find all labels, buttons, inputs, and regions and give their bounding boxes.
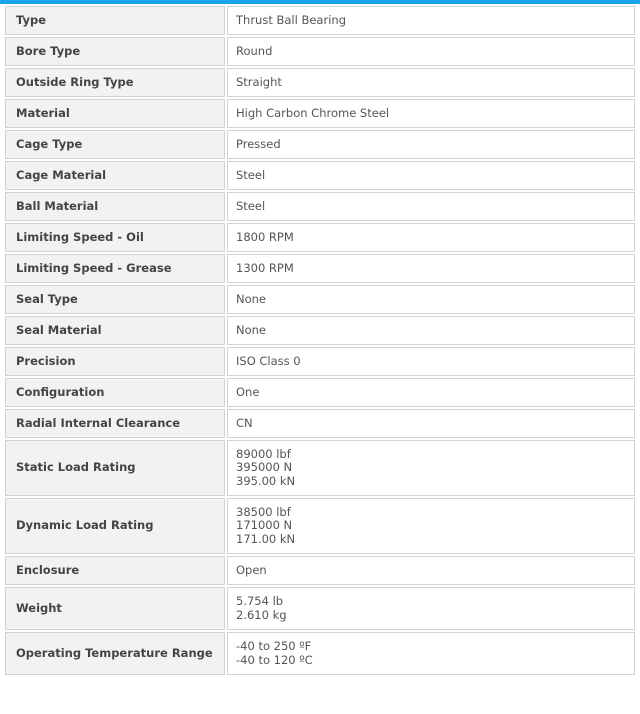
spec-label: Limiting Speed - Grease xyxy=(5,254,225,283)
spec-value-line: 395.00 kN xyxy=(236,473,296,488)
spec-label: Radial Internal Clearance xyxy=(5,409,225,438)
table-row xyxy=(5,6,635,35)
table-row xyxy=(5,498,635,554)
spec-value-line: One xyxy=(236,384,260,399)
spec-value-line: 1300 RPM xyxy=(236,260,294,275)
spec-value xyxy=(227,556,635,585)
spec-value-line: 1800 RPM xyxy=(236,229,294,244)
spec-value xyxy=(227,6,635,35)
spec-value-line: None xyxy=(236,291,267,306)
spec-label: Weight xyxy=(5,587,225,630)
table-row xyxy=(5,130,635,159)
spec-label: Cage Type xyxy=(5,130,225,159)
table-row xyxy=(5,587,635,630)
spec-value xyxy=(227,68,635,97)
table-row xyxy=(5,316,635,345)
spec-label: Operating Temperature Range xyxy=(5,632,225,675)
table-row xyxy=(5,378,635,407)
spec-value-line: 171.00 kN xyxy=(236,531,296,546)
table-row xyxy=(5,68,635,97)
spec-label: Seal Material xyxy=(5,316,225,345)
spec-label: Seal Type xyxy=(5,285,225,314)
spec-label: Limiting Speed - Oil xyxy=(5,223,225,252)
spec-value-line: Straight xyxy=(236,74,282,89)
spec-label: Outside Ring Type xyxy=(5,68,225,97)
spec-value-line: ISO Class 0 xyxy=(236,353,301,368)
spec-value-line: Pressed xyxy=(236,136,281,151)
spec-value-line: -40 to 120 ºC xyxy=(236,652,313,667)
table-row xyxy=(5,440,635,496)
spec-value-line: -40 to 250 ºF xyxy=(236,639,312,653)
spec-value xyxy=(227,254,635,283)
spec-value xyxy=(227,37,635,66)
spec-value-line: 38500 lbf xyxy=(236,504,291,519)
spec-value xyxy=(227,632,635,675)
spec-value-line: Steel xyxy=(236,167,266,182)
spec-value xyxy=(227,130,635,159)
spec-label: Material xyxy=(5,99,225,128)
spec-label: Configuration xyxy=(5,378,225,407)
spec-value-line: CN xyxy=(236,415,253,430)
table-row xyxy=(5,409,635,438)
spec-value xyxy=(227,409,635,438)
spec-label: Ball Material xyxy=(5,192,225,221)
spec-value xyxy=(227,192,635,221)
spec-label: Dynamic Load Rating xyxy=(5,498,225,554)
spec-value-line: None xyxy=(236,322,267,337)
spec-value xyxy=(227,285,635,314)
spec-value xyxy=(227,316,635,345)
spec-value-line: 89000 lbf xyxy=(236,446,291,461)
table-row xyxy=(5,223,635,252)
table-row xyxy=(5,99,635,128)
spec-value-line: Steel xyxy=(236,198,266,213)
spec-value xyxy=(227,347,635,376)
table-row xyxy=(5,161,635,190)
table-row xyxy=(5,632,635,675)
spec-label: Enclosure xyxy=(5,556,225,585)
spec-value xyxy=(227,223,635,252)
spec-value-line: 2.610 kg xyxy=(236,607,287,622)
table-row xyxy=(5,285,635,314)
table-row xyxy=(5,192,635,221)
spec-value-line: Round xyxy=(236,43,273,58)
spec-table-body xyxy=(5,6,635,675)
spec-value-line: High Carbon Chrome Steel xyxy=(236,105,390,120)
spec-label: Precision xyxy=(5,347,225,376)
spec-value-line: Thrust Ball Bearing xyxy=(236,12,346,27)
spec-value xyxy=(227,378,635,407)
spec-value xyxy=(227,440,635,496)
spec-value-line: 395000 N xyxy=(236,460,293,475)
table-row xyxy=(5,37,635,66)
spec-value-line: 5.754 lb xyxy=(236,594,284,608)
spec-label: Bore Type xyxy=(5,37,225,66)
spec-value xyxy=(227,498,635,554)
spec-value xyxy=(227,161,635,190)
table-row xyxy=(5,556,635,585)
spec-value xyxy=(227,587,635,630)
spec-label: Cage Material xyxy=(5,161,225,190)
table-row xyxy=(5,254,635,283)
spec-value-line: Open xyxy=(236,562,267,577)
spec-value xyxy=(227,99,635,128)
spec-table xyxy=(3,4,637,677)
spec-value-line: 171000 N xyxy=(236,518,293,533)
spec-label: Static Load Rating xyxy=(5,440,225,496)
spec-label: Type xyxy=(5,6,225,35)
table-row xyxy=(5,347,635,376)
